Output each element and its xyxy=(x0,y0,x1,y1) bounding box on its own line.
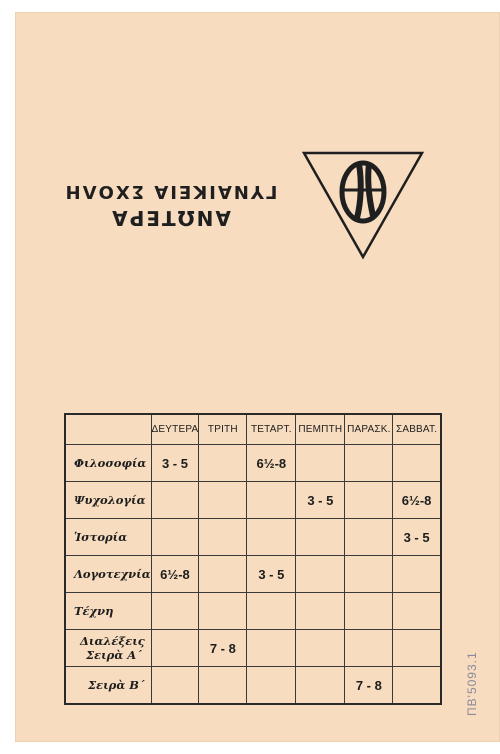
subject-lectures-label: Διαλέξεις xyxy=(80,634,145,648)
school-title-line1: ΑΝΩΤΕΡΑ xyxy=(110,206,231,230)
subject-psychology: Ψυχολογία xyxy=(65,482,151,519)
schedule-cell: 3 - 5 xyxy=(247,556,296,593)
schedule-cell xyxy=(247,519,296,556)
subject-art: Τέχνη xyxy=(65,593,151,630)
table-row xyxy=(65,593,441,630)
schedule-cell xyxy=(345,445,393,482)
schedule-cell xyxy=(296,556,345,593)
schedule-cell xyxy=(151,630,199,667)
subject-history: Ἱστορία xyxy=(65,519,151,556)
schedule-cell xyxy=(393,556,441,593)
table-row xyxy=(65,445,441,482)
schedule-cell xyxy=(199,667,247,705)
schedule-cell xyxy=(199,593,247,630)
table-row xyxy=(65,667,441,705)
schedule-cell xyxy=(247,593,296,630)
table-row xyxy=(65,556,441,593)
schedule-cell xyxy=(151,519,199,556)
schedule-cell xyxy=(345,593,393,630)
archive-number: ΠΒ'5093.1 xyxy=(465,651,479,716)
schedule-cell xyxy=(345,630,393,667)
schedule-cell xyxy=(296,630,345,667)
school-title-line2: ΓΥΝΑΙΚΕΙΑ ΣΧΟΛΗ xyxy=(63,181,278,202)
table-row xyxy=(65,519,441,556)
schedule-cell xyxy=(296,519,345,556)
schedule-cell xyxy=(199,556,247,593)
weekly-schedule-table xyxy=(64,413,442,705)
subject-lectures-series-a xyxy=(65,630,151,667)
table-header-row xyxy=(65,414,441,445)
schedule-cell xyxy=(296,593,345,630)
inverted-header xyxy=(60,145,425,260)
schedule-cell: 7 - 8 xyxy=(199,630,247,667)
logo-triangle-icon xyxy=(301,150,425,260)
schedule-cell: 3 - 5 xyxy=(151,445,199,482)
schedule-cell xyxy=(151,667,199,705)
subject-series-b: Σειρὰ Β΄ xyxy=(65,667,151,705)
subject-philosophy: Φιλοσοφία xyxy=(65,445,151,482)
schedule-cell xyxy=(393,445,441,482)
schedule-cell xyxy=(199,482,247,519)
schedule-cell xyxy=(296,445,345,482)
table-row xyxy=(65,482,441,519)
schedule-cell xyxy=(199,519,247,556)
day-header-tue: ΤΡΙΤΗ xyxy=(199,414,247,445)
schedule-cell: 6½-8 xyxy=(393,482,441,519)
schedule-cell xyxy=(345,519,393,556)
schedule-cell: 7 - 8 xyxy=(345,667,393,705)
subject-literature: Λογοτεχνία xyxy=(65,556,151,593)
day-header-thu: ΠΕΜΠΤΗ xyxy=(296,414,345,445)
day-header-mon: ΔΕΥΤΕΡΑ xyxy=(151,414,199,445)
schedule-cell xyxy=(393,667,441,705)
schedule-cell: 6½-8 xyxy=(151,556,199,593)
schedule-cell xyxy=(393,630,441,667)
schedule-cell: 3 - 5 xyxy=(393,519,441,556)
schedule-cell xyxy=(247,630,296,667)
header-corner-cell xyxy=(65,414,151,445)
day-header-fri: ΠΑΡΑΣΚ. xyxy=(345,414,393,445)
day-header-wed: ΤΕΤΑΡΤ. xyxy=(247,414,296,445)
day-header-sat: ΣΑΒΒΑΤ. xyxy=(393,414,441,445)
schedule-cell xyxy=(247,482,296,519)
schedule-cell xyxy=(296,667,345,705)
subject-series-a-label: Σειρὰ Α΄ xyxy=(86,648,142,662)
schedule-cell: 3 - 5 xyxy=(296,482,345,519)
schedule-cell xyxy=(345,556,393,593)
schedule-cell xyxy=(151,482,199,519)
table-row xyxy=(65,630,441,667)
schedule-cell xyxy=(247,667,296,705)
schedule-cell: 6½-8 xyxy=(247,445,296,482)
schedule-cell xyxy=(199,445,247,482)
schedule-cell xyxy=(345,482,393,519)
schedule-cell xyxy=(151,593,199,630)
schedule-cell xyxy=(393,593,441,630)
